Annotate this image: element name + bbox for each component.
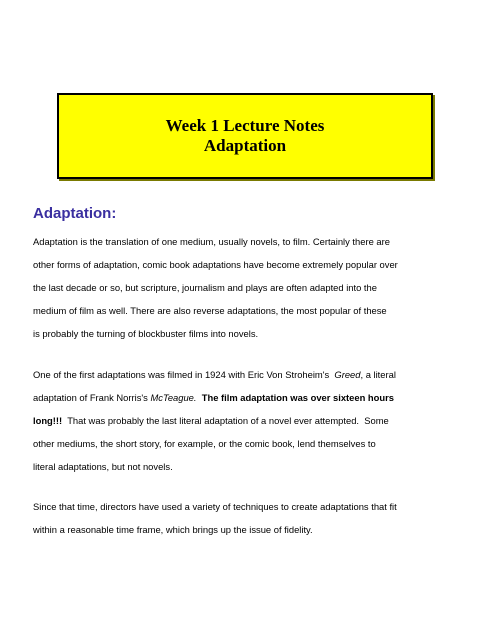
paragraph-2	[33, 364, 473, 479]
title-box	[57, 93, 433, 179]
paragraph-1-line-5: is probably the turning of blockbuster films into novels.	[33, 327, 259, 339]
paragraph-3	[33, 496, 473, 542]
paragraph-2-line-2-text: adaptation of Frank Norris's	[33, 391, 151, 403]
mcteague-title: McTeague.	[150, 391, 197, 403]
paragraph-1-line-3: the last decade or so, but scripture, journalism and plays are often adapted into the	[33, 281, 377, 293]
title-line-1: Week 1 Lecture Notes	[165, 116, 325, 135]
emphasis-sixteen-hours: The film adaptation was over sixteen hours	[201, 391, 394, 403]
paragraph-1	[33, 231, 473, 346]
paragraph-2-line-1	[33, 364, 473, 387]
paragraph-2-line-1-text: One of the first adaptations was filmed in 1924 with Eric Von Stroheim's	[33, 369, 335, 380]
paragraph-1-line-1: Adaptation is the translation of one medium, usually novels, to film. Certainly there are	[33, 236, 390, 247]
paragraph-2-line-3	[33, 410, 473, 433]
paragraph-2-line-2	[33, 387, 473, 410]
paragraph-1-line-2: other forms of adaptation, comic book adaptations have become extremely popular over	[33, 258, 398, 270]
section-heading: Adaptation:	[33, 205, 117, 222]
paragraph-2-line-3-text: That was probably the last literal adaptation of a novel ever attempted. Some	[62, 414, 389, 426]
paragraph-2-line-5: literal adaptations, but not novels.	[33, 460, 173, 472]
paragraph-3-line-1: Since that time, directors have used a variety of techniques to create adaptations that fit	[33, 501, 397, 512]
paragraph-2-line-4: other mediums, the short story, for example, or the comic book, lend themselves to	[33, 437, 376, 449]
paragraph-1-line-4: medium of film as well. There are also reverse adaptations, the most popular of these	[33, 304, 387, 316]
paragraph-2-line-1-tail: , a literal	[360, 369, 396, 380]
title-line-2: Adaptation	[203, 136, 287, 155]
greed-title: Greed	[334, 369, 361, 380]
emphasis-long: long!!!	[33, 414, 63, 426]
paragraph-3-line-2: within a reasonable time frame, which brings up the issue of fidelity.	[33, 523, 313, 535]
